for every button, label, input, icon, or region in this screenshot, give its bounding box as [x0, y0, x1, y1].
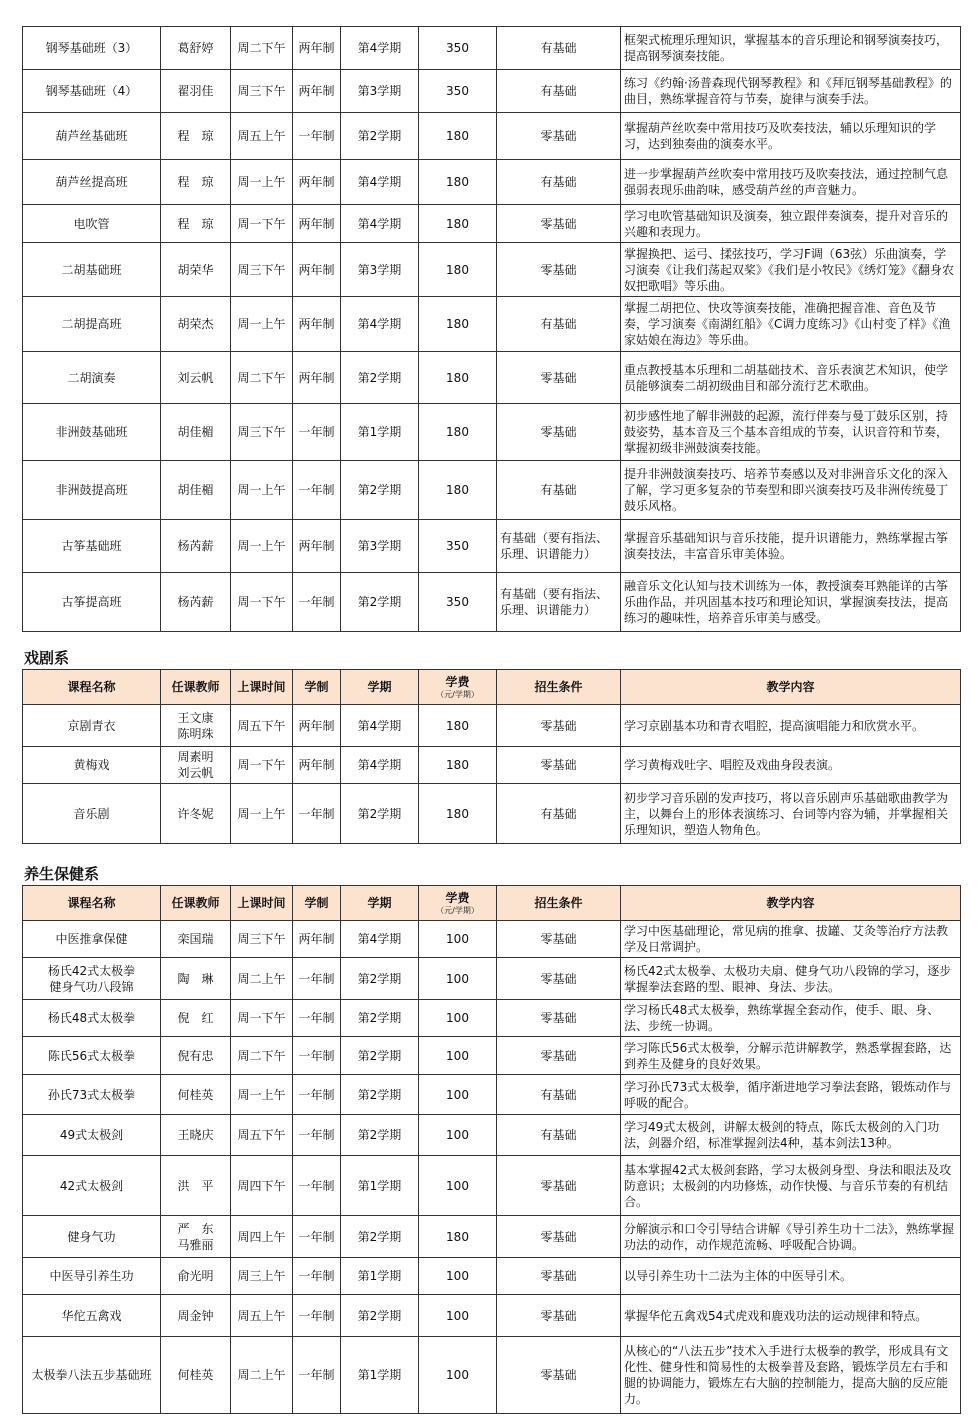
teacher-line: 王晓庆 — [177, 1128, 214, 1142]
teaching-content: 框架式梳理乐理知识，掌握基本的音乐理论和钢琴演奏技巧，提高钢琴演奏技能。 — [621, 27, 961, 70]
tuition-fee: 180 — [419, 297, 497, 352]
header-fee-unit: （元/学期） — [436, 906, 479, 915]
class-time: 周一下午 — [231, 747, 293, 784]
teaching-content: 从核心的“八法五步”技术入手进行太极拳的教学，形成具有文化性、健身性和简易性的太极拳普及套路，锻炼学员左右手和腿的协调能力，锻炼左右大脑的控制能力，提高大脑的反应能力。 — [621, 1337, 961, 1414]
term: 第1学期 — [341, 404, 419, 461]
header-term: 学期 — [341, 670, 419, 705]
course-name — [23, 1115, 161, 1156]
term: 第4学期 — [341, 205, 419, 243]
term: 第2学期 — [341, 784, 419, 844]
class-time: 周一下午 — [231, 1000, 293, 1037]
tuition-fee: 100 — [419, 1337, 497, 1414]
course-name: 葫芦丝提高班 — [23, 160, 161, 205]
enrollment-condition: 有基础 — [497, 297, 621, 352]
term: 第2学期 — [341, 113, 419, 160]
table-row — [23, 1295, 961, 1337]
teacher — [161, 1258, 231, 1295]
teacher — [161, 1075, 231, 1115]
header-fee-label: 学费 — [445, 675, 470, 689]
tuition-fee: 100 — [419, 1000, 497, 1037]
course-name: 京剧青衣 — [23, 705, 161, 747]
enrollment-condition: 零基础 — [497, 747, 621, 784]
table-row — [23, 921, 961, 958]
course-name-line: 中医导引养生功 — [49, 1269, 134, 1283]
class-time: 周一上午 — [231, 1075, 293, 1115]
tuition-fee: 100 — [419, 1075, 497, 1115]
tuition-fee: 180 — [419, 205, 497, 243]
teacher-line: 马雅丽 — [177, 1237, 214, 1252]
teaching-content: 掌握换把、运弓、揉弦技巧，学习F调（63弦）乐曲演奏，学习演奏《让我们荡起双桨》《我们是小牧民》《绣灯笼》《翻身农奴把歌唱》等乐曲。 — [621, 243, 961, 297]
header-content: 教学内容 — [621, 670, 961, 705]
school-system: 一年制 — [293, 1000, 341, 1037]
table-row — [23, 1115, 961, 1156]
class-time: 周三下午 — [231, 921, 293, 958]
tuition-fee: 180 — [419, 160, 497, 205]
tuition-fee: 180 — [419, 243, 497, 297]
course-name — [23, 1337, 161, 1414]
school-system: 一年制 — [293, 958, 341, 1000]
tuition-fee: 180 — [419, 404, 497, 461]
teacher — [161, 1156, 231, 1216]
enrollment-condition: 零基础 — [497, 705, 621, 747]
enrollment-condition: 零基础 — [497, 1037, 621, 1075]
header-course: 课程名称 — [23, 670, 161, 705]
term: 第4学期 — [341, 160, 419, 205]
table-row — [23, 1337, 961, 1414]
teacher — [161, 1037, 231, 1075]
term: 第2学期 — [341, 1037, 419, 1075]
class-time: 周一上午 — [231, 297, 293, 352]
class-time: 周四下午 — [231, 1156, 293, 1216]
teacher-line: 周素明 — [177, 750, 214, 764]
teacher: 杨芮薪 — [161, 520, 231, 573]
table-row — [23, 1000, 961, 1037]
table-row — [23, 160, 961, 205]
school-system: 两年制 — [293, 243, 341, 297]
class-time: 周二上午 — [231, 1337, 293, 1414]
course-name — [23, 1037, 161, 1075]
school-system: 两年制 — [293, 27, 341, 70]
teaching-content: 以导引养生功十二法为主体的中医导引术。 — [621, 1258, 961, 1295]
teaching-content: 进一步掌握葫芦丝吹奏中常用技巧及吹奏技法，通过控制气息强弱表现乐曲韵味，感受葫芦丝的声音魅力。 — [621, 160, 961, 205]
teaching-content: 学习杨氏48式太极拳，熟练掌握全套动作，使手、眼、身、法、步统一协调。 — [621, 1000, 961, 1037]
class-time: 周五下午 — [231, 1115, 293, 1156]
school-system: 一年制 — [293, 1337, 341, 1414]
header-condition: 招生条件 — [497, 670, 621, 705]
tuition-fee: 350 — [419, 520, 497, 573]
table-row — [23, 1156, 961, 1216]
course-name-line: 健身气功八段锦 — [49, 979, 134, 994]
term: 第2学期 — [341, 573, 419, 632]
school-system: 一年制 — [293, 573, 341, 632]
term: 第2学期 — [341, 1075, 419, 1115]
course-name: 钢琴基础班（3） — [23, 27, 161, 70]
enrollment-condition: 零基础 — [497, 1216, 621, 1258]
enrollment-condition: 零基础 — [497, 352, 621, 404]
class-time: 周三下午 — [231, 243, 293, 297]
school-system: 一年制 — [293, 1258, 341, 1295]
enrollment-condition: 零基础 — [497, 404, 621, 461]
tuition-fee: 100 — [419, 1258, 497, 1295]
header-course: 课程名称 — [23, 886, 161, 921]
enrollment-condition: 有基础 — [497, 160, 621, 205]
tuition-fee: 350 — [419, 70, 497, 113]
table-row — [23, 70, 961, 113]
course-name — [23, 958, 161, 1000]
tuition-fee: 180 — [419, 352, 497, 404]
teaching-content: 重点教授基本乐理和二胡基础技术、音乐表演艺术知识，使学员能够演奏二胡初级曲目和部分流行艺术歌曲。 — [621, 352, 961, 404]
course-name — [23, 1000, 161, 1037]
teaching-content: 学习黄梅戏吐字、唱腔及戏曲身段表演。 — [621, 747, 961, 784]
term: 第4学期 — [341, 705, 419, 747]
teacher: 葛舒婷 — [161, 27, 231, 70]
enrollment-condition: 有基础（要有指法、乐理、识谱能力） — [497, 573, 621, 632]
teacher-line: 周金钟 — [177, 1308, 214, 1323]
tuition-fee: 180 — [419, 747, 497, 784]
tuition-fee: 100 — [419, 1037, 497, 1075]
health-course-table — [22, 885, 961, 1414]
course-name — [23, 1075, 161, 1115]
tuition-fee: 100 — [419, 958, 497, 1000]
teacher — [161, 1295, 231, 1337]
school-system: 一年制 — [293, 1295, 341, 1337]
term: 第3学期 — [341, 520, 419, 573]
teacher — [161, 1216, 231, 1258]
enrollment-condition: 有基础 — [497, 784, 621, 844]
tuition-fee: 350 — [419, 573, 497, 632]
teaching-content: 学习49式太极剑，讲解太极剑的特点，陈氏太极剑的入门功法，剑器介绍，标准掌握剑法4种，基本剑法13种。 — [621, 1115, 961, 1156]
header-condition: 招生条件 — [497, 886, 621, 921]
class-time: 周一上午 — [231, 461, 293, 520]
class-time: 周一上午 — [231, 520, 293, 573]
header-system: 学制 — [293, 670, 341, 705]
table-row — [23, 297, 961, 352]
course-name: 非洲鼓提高班 — [23, 461, 161, 520]
enrollment-condition: 零基础 — [497, 921, 621, 958]
course-name-line: 42式太极剑 — [59, 1178, 124, 1193]
class-time: 周一下午 — [231, 205, 293, 243]
tuition-fee: 180 — [419, 113, 497, 160]
course-name: 二胡提高班 — [23, 297, 161, 352]
enrollment-condition: 零基础 — [497, 1295, 621, 1337]
teacher-line: 刘云帆 — [177, 766, 214, 780]
table-header-row — [23, 886, 961, 921]
class-time: 周三上午 — [231, 1258, 293, 1295]
tuition-fee: 180 — [419, 461, 497, 520]
course-name: 非洲鼓基础班 — [23, 404, 161, 461]
class-time: 周五上午 — [231, 1295, 293, 1337]
header-fee-unit: （元/学期） — [436, 690, 479, 699]
course-name-line: 太极拳八法五步基础班 — [31, 1368, 152, 1382]
teacher-line: 俞光明 — [177, 1269, 214, 1283]
tuition-fee: 180 — [419, 1216, 497, 1258]
school-system: 一年制 — [293, 1115, 341, 1156]
music-course-table — [22, 26, 961, 632]
school-system: 一年制 — [293, 784, 341, 844]
teacher-line: 栾国瑞 — [177, 932, 214, 946]
class-time: 周五下午 — [231, 705, 293, 747]
teacher-line: 何桂英 — [177, 1368, 214, 1382]
teacher-line: 倪 红 — [177, 1011, 214, 1025]
term: 第4学期 — [341, 747, 419, 784]
teaching-content: 掌握葫芦丝吹奏中常用技巧及吹奏技法，辅以乐理知识的学习，达到独奏曲的演奏水平。 — [621, 113, 961, 160]
school-system: 两年制 — [293, 160, 341, 205]
teaching-content: 掌握二胡把位、快攻等演奏技能，准确把握音准、音色及节奏，学习演奏《南湖红船》《C调力度练习》《山村变了样》《渔家姑娘在海边》等乐曲。 — [621, 297, 961, 352]
course-name — [23, 1258, 161, 1295]
term: 第2学期 — [341, 1216, 419, 1258]
tuition-fee: 180 — [419, 705, 497, 747]
tuition-fee: 100 — [419, 1115, 497, 1156]
enrollment-condition: 有基础（要有指法、乐理、识谱能力） — [497, 520, 621, 573]
course-name: 钢琴基础班（4） — [23, 70, 161, 113]
school-system: 两年制 — [293, 205, 341, 243]
table-row — [23, 352, 961, 404]
table-row — [23, 243, 961, 297]
section-title-health: 养生保健系 — [24, 865, 100, 883]
term: 第2学期 — [341, 1295, 419, 1337]
teaching-content: 学习陈氏56式太极拳，分解示范讲解教学，熟悉掌握套路，达到养生及健身的良好效果。 — [621, 1037, 961, 1075]
table-row — [23, 747, 961, 784]
class-time: 周二下午 — [231, 1037, 293, 1075]
header-content: 教学内容 — [621, 886, 961, 921]
school-system: 一年制 — [293, 1037, 341, 1075]
term: 第2学期 — [341, 1000, 419, 1037]
header-teacher: 任课教师 — [161, 886, 231, 921]
table-row — [23, 461, 961, 520]
course-name: 音乐剧 — [23, 784, 161, 844]
term: 第2学期 — [341, 958, 419, 1000]
table-row — [23, 1258, 961, 1295]
class-time: 周一上午 — [231, 784, 293, 844]
enrollment-condition: 零基础 — [497, 1337, 621, 1414]
teacher: 刘云帆 — [161, 352, 231, 404]
teacher-line: 严 东 — [177, 1221, 214, 1236]
teacher — [161, 958, 231, 1000]
table-row — [23, 27, 961, 70]
enrollment-condition: 零基础 — [497, 1258, 621, 1295]
tuition-fee: 350 — [419, 27, 497, 70]
teaching-content: 融音乐文化认知与技术训练为一体，教授演奏耳熟能详的古筝乐曲作品，并巩固基本技巧和理论知识，掌握演奏技法，提高练习的趣味性，培养音乐审美与感受。 — [621, 573, 961, 632]
teaching-content: 杨氏42式太极拳、太极功夫扇、健身气功八段锦的学习，逐步掌握拳法套路的型、眼神、身法、步法。 — [621, 958, 961, 1000]
teacher — [161, 921, 231, 958]
term: 第3学期 — [341, 243, 419, 297]
teaching-content: 练习《约翰·汤普森现代钢琴教程》和《拜厄钢琴基础教程》的曲目，熟练掌握音符与节奏，旋律与演奏手法。 — [621, 70, 961, 113]
term: 第1学期 — [341, 1337, 419, 1414]
table-row — [23, 1075, 961, 1115]
school-system: 两年制 — [293, 352, 341, 404]
teacher: 程 琼 — [161, 113, 231, 160]
teacher: 胡荣华 — [161, 243, 231, 297]
course-name-line: 孙氏73式太极拳 — [47, 1087, 136, 1102]
enrollment-condition: 零基础 — [497, 113, 621, 160]
school-system: 两年制 — [293, 297, 341, 352]
teacher-line: 洪 平 — [177, 1178, 214, 1193]
teacher: 胡佳楣 — [161, 461, 231, 520]
header-fee — [419, 670, 497, 705]
school-system: 两年制 — [293, 520, 341, 573]
enrollment-condition: 有基础 — [497, 1115, 621, 1156]
teacher — [161, 1115, 231, 1156]
class-time: 周二上午 — [231, 958, 293, 1000]
term: 第1学期 — [341, 1258, 419, 1295]
teacher-line: 许冬妮 — [177, 806, 214, 821]
enrollment-condition: 零基础 — [497, 1000, 621, 1037]
school-system: 一年制 — [293, 1156, 341, 1216]
course-name: 二胡演奏 — [23, 352, 161, 404]
teaching-content: 基本掌握42式太极剑套路，学习太极剑身型、身法和眼法及攻防意识；太极剑的内功修炼，动作快慢、与音乐节奏的有机结合。 — [621, 1156, 961, 1216]
table-row — [23, 1037, 961, 1075]
table-row — [23, 705, 961, 747]
header-time: 上课时间 — [231, 670, 293, 705]
teaching-content: 掌握音乐基础知识与音乐技能，提升识谱能力，熟练掌握古筝演奏技法，丰富音乐审美体验。 — [621, 520, 961, 573]
table-row — [23, 520, 961, 573]
header-term: 学期 — [341, 886, 419, 921]
school-system: 一年制 — [293, 404, 341, 461]
enrollment-condition: 有基础 — [497, 1075, 621, 1115]
class-time: 周三下午 — [231, 404, 293, 461]
enrollment-condition: 零基础 — [497, 1156, 621, 1216]
school-system: 一年制 — [293, 113, 341, 160]
enrollment-condition: 有基础 — [497, 70, 621, 113]
term: 第2学期 — [341, 1115, 419, 1156]
teacher-line: 倪有忠 — [177, 1048, 214, 1063]
school-system: 一年制 — [293, 1075, 341, 1115]
enrollment-condition: 零基础 — [497, 958, 621, 1000]
tuition-fee: 100 — [419, 1295, 497, 1337]
teacher: 翟羽佳 — [161, 70, 231, 113]
school-system: 两年制 — [293, 921, 341, 958]
table-row — [23, 958, 961, 1000]
course-name — [23, 1295, 161, 1337]
enrollment-condition: 有基础 — [497, 461, 621, 520]
term: 第4学期 — [341, 921, 419, 958]
term: 第1学期 — [341, 1156, 419, 1216]
school-system: 一年制 — [293, 461, 341, 520]
teaching-content: 学习孙氏73式太极拳，循序渐进地学习拳法套路，锻炼动作与呼吸的配合。 — [621, 1075, 961, 1115]
table-row — [23, 404, 961, 461]
teaching-content: 初步感性地了解非洲鼓的起源，流行伴奏与曼丁鼓乐区别，持鼓姿势，基本音及三个基本音组成的节奏，认识音符和节奏，掌握初级非洲鼓演奏技能。 — [621, 404, 961, 461]
course-name-line: 杨氏42式太极拳 — [47, 963, 136, 978]
teacher: 胡荣杰 — [161, 297, 231, 352]
teacher: 胡佳楣 — [161, 404, 231, 461]
section-title-drama: 戏剧系 — [24, 649, 70, 667]
course-name — [23, 1156, 161, 1216]
course-name-line: 49式太极剑 — [59, 1128, 124, 1142]
teacher — [161, 1337, 231, 1414]
course-name: 二胡基础班 — [23, 243, 161, 297]
course-name-line: 中医推拿保健 — [55, 932, 128, 946]
teaching-content: 初步学习音乐剧的发声技巧，将以音乐剧声乐基础歌曲教学为主，以舞台上的形体表演练习、台词等内容为辅，并掌握相关乐理知识，塑造人物角色。 — [621, 784, 961, 844]
tuition-fee: 180 — [419, 784, 497, 844]
enrollment-condition: 有基础 — [497, 27, 621, 70]
teaching-content: 学习电吹管基础知识及演奏，独立跟伴奏演奏，提升对音乐的兴趣和表现力。 — [621, 205, 961, 243]
teacher — [161, 747, 231, 784]
course-name-line: 杨氏48式太极拳 — [47, 1011, 136, 1025]
teacher-line: 陈明珠 — [177, 726, 214, 741]
class-time: 周一下午 — [231, 573, 293, 632]
teacher — [161, 1000, 231, 1037]
table-row — [23, 205, 961, 243]
table-row — [23, 573, 961, 632]
drama-course-table — [22, 669, 961, 844]
tuition-fee: 100 — [419, 921, 497, 958]
course-name: 电吹管 — [23, 205, 161, 243]
table-row — [23, 784, 961, 844]
school-system: 两年制 — [293, 747, 341, 784]
course-name — [23, 1216, 161, 1258]
teaching-content: 掌握华佗五禽戏54式虎戏和鹿戏功法的运动规律和特点。 — [621, 1295, 961, 1337]
table-row — [23, 1216, 961, 1258]
teaching-content: 学习中医基础理论，常见病的推拿、拔罐、艾灸等治疗方法教学及日常调护。 — [621, 921, 961, 958]
course-name: 古筝提高班 — [23, 573, 161, 632]
enrollment-condition: 零基础 — [497, 243, 621, 297]
school-system: 两年制 — [293, 705, 341, 747]
course-name: 古筝基础班 — [23, 520, 161, 573]
header-fee — [419, 886, 497, 921]
school-system: 一年制 — [293, 1216, 341, 1258]
course-name: 黄梅戏 — [23, 747, 161, 784]
teacher-line: 陶 琳 — [177, 971, 214, 986]
tuition-fee: 100 — [419, 1156, 497, 1216]
course-name-line: 陈氏56式太极拳 — [47, 1048, 136, 1063]
school-system: 两年制 — [293, 70, 341, 113]
class-time: 周二下午 — [231, 27, 293, 70]
teaching-content: 学习京剧基本功和青衣唱腔，提高演唱能力和欣赏水平。 — [621, 705, 961, 747]
teacher-line: 王文康 — [177, 710, 214, 725]
term: 第4学期 — [341, 297, 419, 352]
class-time: 周四上午 — [231, 1216, 293, 1258]
term: 第4学期 — [341, 27, 419, 70]
course-name: 葫芦丝基础班 — [23, 113, 161, 160]
course-name-line: 健身气功 — [67, 1229, 116, 1244]
header-fee-label: 学费 — [445, 891, 470, 905]
teaching-content: 提升非洲鼓演奏技巧、培养节奏感以及对非洲音乐文化的深入了解，学习更多复杂的节奏型和即兴演奏技巧及非洲传统曼丁鼓乐风格。 — [621, 461, 961, 520]
term: 第2学期 — [341, 352, 419, 404]
header-time: 上课时间 — [231, 886, 293, 921]
teacher-line: 何桂英 — [177, 1087, 214, 1102]
table-row — [23, 113, 961, 160]
table-header-row — [23, 670, 961, 705]
header-teacher: 任课教师 — [161, 670, 231, 705]
class-time: 周五上午 — [231, 113, 293, 160]
class-time: 周二下午 — [231, 352, 293, 404]
course-name — [23, 921, 161, 958]
course-name-line: 华佗五禽戏 — [61, 1308, 122, 1323]
teacher — [161, 705, 231, 747]
header-system: 学制 — [293, 886, 341, 921]
term: 第3学期 — [341, 70, 419, 113]
term: 第2学期 — [341, 461, 419, 520]
teacher — [161, 784, 231, 844]
teacher: 杨芮薪 — [161, 573, 231, 632]
teacher: 程 琼 — [161, 160, 231, 205]
teaching-content: 分解演示和口令引导结合讲解《导引养生功十二法》，熟练掌握功法的动作，动作规范流畅、呼吸配合协调。 — [621, 1216, 961, 1258]
enrollment-condition: 零基础 — [497, 205, 621, 243]
class-time: 周一上午 — [231, 160, 293, 205]
class-time: 周三下午 — [231, 70, 293, 113]
teacher: 程 琼 — [161, 205, 231, 243]
